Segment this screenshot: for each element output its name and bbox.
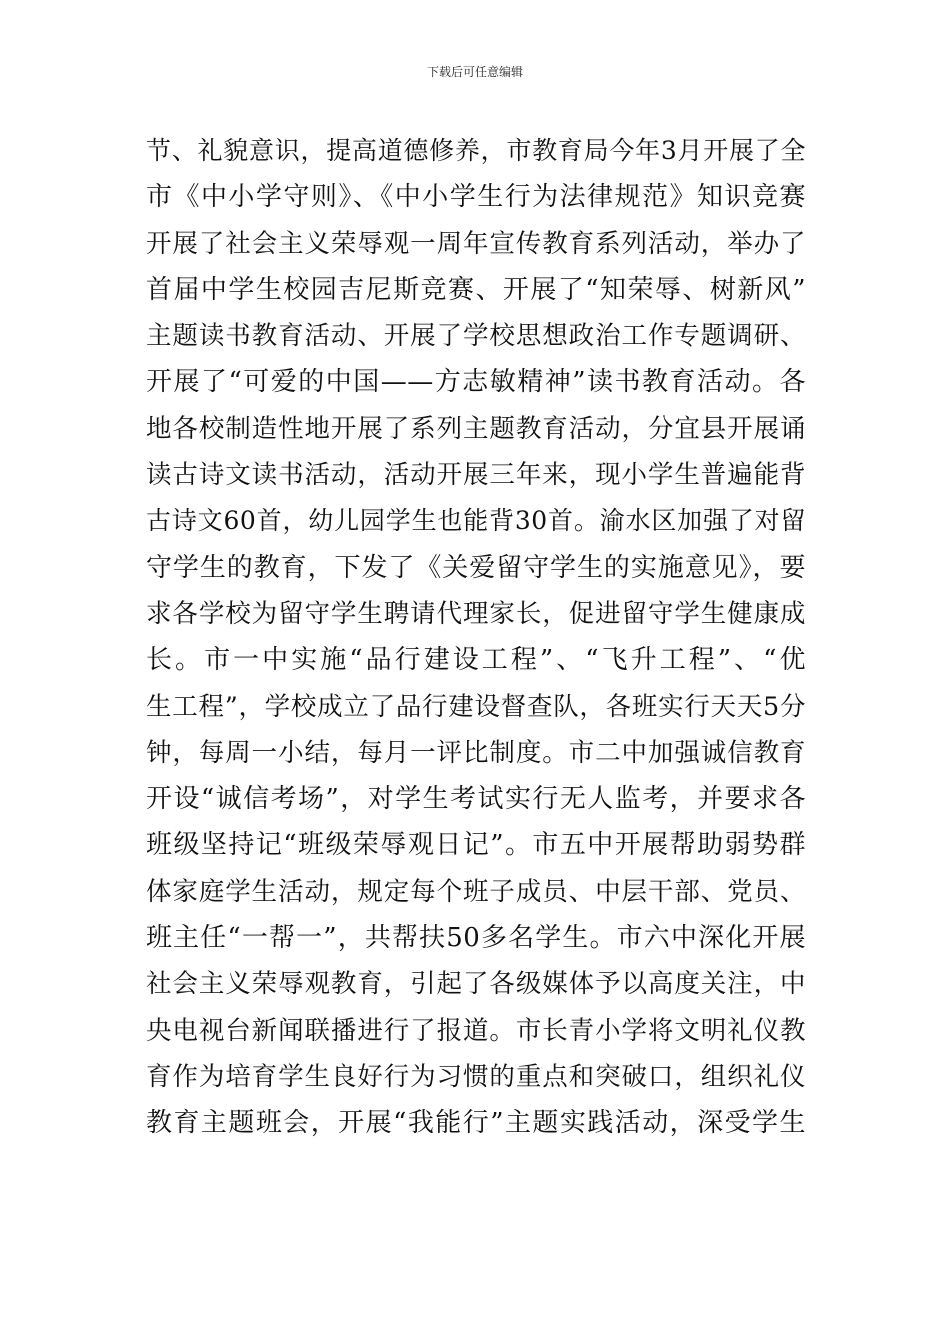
text-line: 首届中学生校园吉尼斯竞赛、开展了“知荣辱、树新风” [146,274,806,305]
text-line: 班主任“一帮一”，共帮扶50多名学生。市六中深化开展 [146,923,806,954]
text-line: 开展了“可爱的中国——方志敏精神”读书教育活动。各 [146,367,806,398]
text-line: 主题读书教育活动、开展了学校思想政治工作专题调研、 [146,321,806,352]
text-line: 长。市一中实施“品行建设工程”、“飞升工程”、“优 [146,645,806,676]
text-line: 节、礼貌意识，提高道德修养，市教育局今年3月开展了全 [146,136,806,165]
text-line: 求各学校为留守学生聘请代理家长，促进留守学生健康成 [146,598,806,629]
text-line: 开设“诚信考场”，对学生考试实行无人监考，并要求各 [146,784,806,815]
text-line: 社会主义荣辱观教育，引起了各级媒体予以高度关注，中 [146,969,806,1000]
text-line: 市《中小学守则》、《中小学生行为法律规范》知识竞赛 [146,182,806,213]
text-line: 地各校制造性地开展了系列主题教育活动，分宜县开展诵 [146,413,806,444]
text-line: 央电视台新闻联播进行了报道。市长青小学将文明礼仪教 [146,1015,806,1046]
text-line: 育作为培育学生良好行为习惯的重点和突破口，组织礼仪 [146,1061,806,1092]
text-line: 钟，每周一小结，每月一评比制度。市二中加强诚信教育 [146,737,806,768]
text-line: 读古诗文读书活动，活动开展三年来，现小学生普遍能背 [146,460,806,491]
text-line: 生工程”，学校成立了品行建设督查队，各班实行天天5分 [146,691,806,722]
text-line: 班级坚持记“班级荣辱观日记”。市五中开展帮助弱势群 [146,830,806,861]
text-line: 开展了社会主义荣辱观一周年宣传教育系列活动，举办了 [146,228,806,259]
page-header: 下载后可任意编辑 [426,65,523,79]
body-paragraph [146,128,806,1147]
text-line: 守学生的教育，下发了《关爱留守学生的实施意见》，要 [146,552,806,583]
text-line: 古诗文60首，幼儿园学生也能背30首。渝水区加强了对留 [146,506,806,536]
text-line: 教育主题班会，开展“我能行”主题实践活动，深受学生 [146,1108,806,1139]
text-line: 体家庭学生活动，规定每个班子成员、中层干部、党员、 [146,876,806,907]
